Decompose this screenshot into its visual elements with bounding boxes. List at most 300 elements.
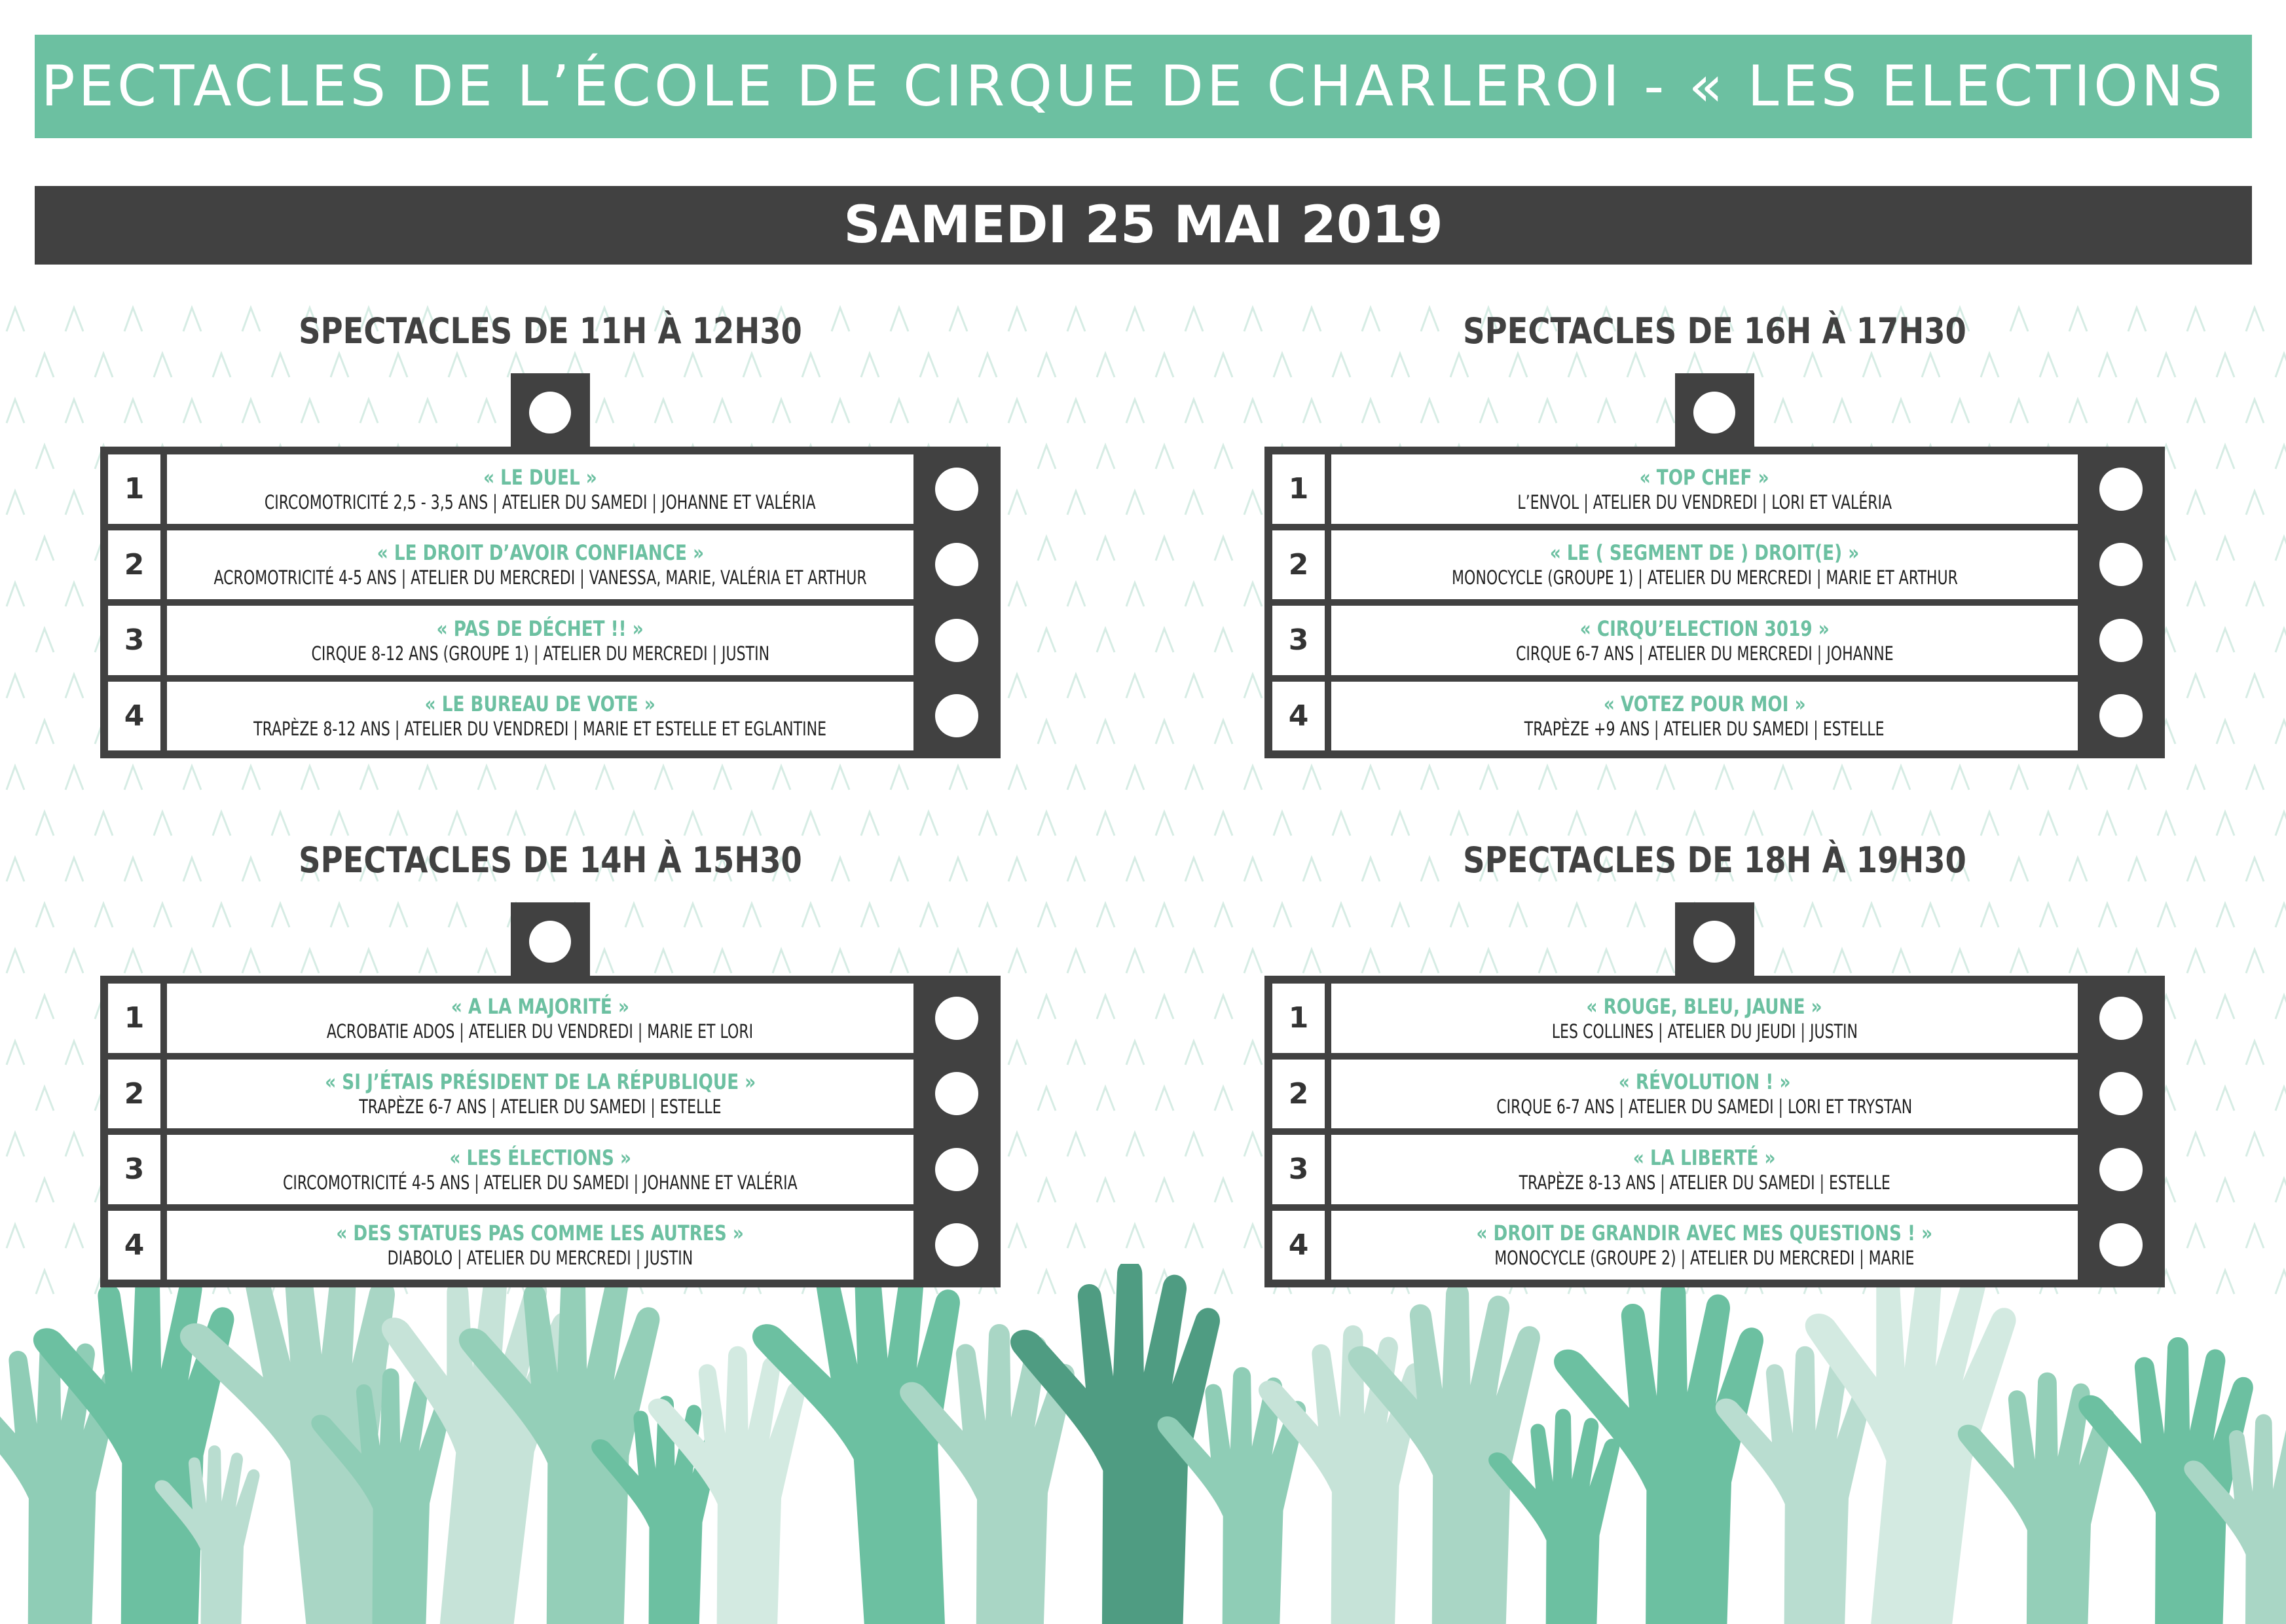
triangle-pattern-icon: [2187, 858, 2205, 881]
block-heading: SPECTACLES DE 18H À 19H30: [1463, 839, 1966, 881]
triangle-pattern-icon: [2128, 766, 2146, 790]
triangle-pattern-icon: [1067, 308, 1085, 331]
triangle-pattern-icon: [1067, 858, 1085, 881]
triangle-pattern-icon: [65, 491, 83, 515]
triangle-pattern-icon: [2246, 308, 2264, 331]
triangle-pattern-icon: [2246, 1225, 2264, 1248]
triangle-pattern-icon: [7, 1133, 24, 1156]
triangle-pattern-icon: [1215, 1087, 1232, 1111]
triangle-pattern-icon: [537, 766, 555, 790]
triangle-pattern-icon: [1244, 1041, 1262, 1065]
show-details: TRAPÈZE +9 ANS | ATELIER DU SAMEDI | ESTELLE: [1524, 718, 1885, 741]
triangle-pattern-icon: [891, 766, 908, 790]
show-details: CIRQUE 6-7 ANS | ATELIER DU MERCREDI | JOHANNE: [1515, 642, 1894, 665]
ballot-row: [108, 530, 993, 600]
show-details: LES COLLINES | ATELIER DU JEUDI | JUSTIN: [1551, 1020, 1858, 1043]
vote-circle: [2099, 997, 2143, 1040]
triangle-pattern-icon: [1067, 766, 1085, 790]
triangle-pattern-icon: [1244, 950, 1262, 973]
show-details: TRAPÈZE 8-13 ANS | ATELIER DU SAMEDI | ESTELLE: [1519, 1171, 1890, 1194]
vote-circle: [2099, 543, 2143, 586]
triangle-pattern-icon: [1067, 1041, 1085, 1065]
vote-circle-cell: [920, 530, 993, 600]
triangle-pattern-icon: [1716, 766, 1733, 790]
triangle-pattern-icon: [65, 674, 83, 698]
schedule-block-14h: [100, 830, 1001, 1289]
triangle-pattern-icon: [1775, 766, 1792, 790]
triangle-pattern-icon: [65, 766, 83, 790]
ballot-box-slot: [1675, 373, 1754, 451]
triangle-pattern-icon: [1215, 995, 1232, 1019]
row-number: 4: [108, 682, 160, 751]
triangle-pattern-icon: [2246, 399, 2264, 423]
ballot-row: [1272, 984, 2157, 1053]
vote-circle-cell: [2084, 530, 2157, 600]
vote-circle: [2099, 1223, 2143, 1266]
schedule-block-18h: [1264, 830, 2165, 1289]
triangle-pattern-icon: [1156, 904, 1173, 927]
ballot-sheet: [1264, 976, 2165, 1287]
triangle-pattern-icon: [1215, 812, 1232, 836]
triangle-pattern-icon: [1598, 766, 1615, 790]
show-title: « LE BUREAU DE VOTE »: [424, 692, 656, 717]
triangle-pattern-icon: [2246, 583, 2264, 606]
triangle-pattern-icon: [183, 766, 201, 790]
row-number: 3: [108, 1135, 160, 1204]
triangle-pattern-icon: [1156, 354, 1173, 377]
triangle-pattern-icon: [1244, 858, 1262, 881]
triangle-pattern-icon: [7, 766, 24, 790]
triangle-pattern-icon: [1097, 1087, 1115, 1111]
vote-circle: [935, 543, 978, 586]
triangle-pattern-icon: [65, 858, 83, 881]
triangle-pattern-icon: [1244, 1133, 1262, 1156]
ballot-row: [108, 682, 993, 751]
triangle-pattern-icon: [1126, 674, 1144, 698]
show-details: CIRQUE 8-12 ANS (GROUPE 1) | ATELIER DU MERCREDI | JUSTIN: [311, 642, 769, 665]
triangle-pattern-icon: [2276, 995, 2286, 1019]
triangle-pattern-icon: [1156, 812, 1173, 836]
triangle-pattern-icon: [1126, 491, 1144, 515]
triangle-pattern-icon: [1185, 674, 1203, 698]
triangle-pattern-icon: [7, 1041, 24, 1065]
triangle-pattern-icon: [1038, 995, 1056, 1019]
triangle-pattern-icon: [36, 354, 54, 377]
triangle-pattern-icon: [1038, 904, 1056, 927]
triangle-pattern-icon: [1185, 491, 1203, 515]
show-details: L’ENVOL | ATELIER DU VENDREDI | LORI ET VALÉRIA: [1517, 490, 1892, 513]
ballot-row: [108, 984, 993, 1053]
triangle-pattern-icon: [2187, 491, 2205, 515]
show-cell: [167, 1211, 913, 1280]
triangle-pattern-icon: [1067, 1225, 1085, 1248]
triangle-pattern-icon: [1185, 399, 1203, 423]
triangle-pattern-icon: [1067, 950, 1085, 973]
triangle-pattern-icon: [1126, 583, 1144, 606]
triangle-pattern-icon: [2187, 950, 2205, 973]
vote-circle: [2099, 1148, 2143, 1191]
ballot-row: [1272, 1060, 2157, 1129]
row-number: 1: [108, 454, 160, 524]
triangle-pattern-icon: [1038, 812, 1056, 836]
triangle-pattern-icon: [2187, 308, 2205, 331]
triangle-pattern-icon: [714, 766, 731, 790]
triangle-pattern-icon: [7, 583, 24, 606]
triangle-pattern-icon: [65, 1225, 83, 1248]
triangle-pattern-icon: [2276, 1179, 2286, 1202]
triangle-pattern-icon: [1038, 1179, 1056, 1202]
row-number: 2: [108, 1060, 160, 1129]
triangle-pattern-icon: [419, 766, 437, 790]
vote-circle: [935, 997, 978, 1040]
hand-icon: [0, 1264, 2286, 1624]
triangle-pattern-icon: [2246, 1041, 2264, 1065]
ballot-row: [108, 454, 993, 524]
show-title: « LA LIBERTÉ »: [1633, 1145, 1776, 1170]
triangle-pattern-icon: [1362, 766, 1380, 790]
triangle-pattern-icon: [65, 950, 83, 973]
triangle-pattern-icon: [2217, 720, 2234, 744]
triangle-pattern-icon: [1097, 904, 1115, 927]
triangle-pattern-icon: [1156, 537, 1173, 561]
triangle-pattern-icon: [1038, 537, 1056, 561]
triangle-pattern-icon: [1067, 583, 1085, 606]
show-details: ACROBATIE ADOS | ATELIER DU VENDREDI | MARIE ET LORI: [327, 1020, 754, 1043]
triangle-pattern-icon: [1126, 766, 1144, 790]
slot-hole: [529, 921, 571, 963]
triangle-pattern-icon: [7, 858, 24, 881]
show-details: MONOCYCLE (GROUPE 1) | ATELIER DU MERCREDI | MARIE ET ARTHUR: [1451, 566, 1958, 589]
vote-circle: [2099, 619, 2143, 662]
triangle-pattern-icon: [2187, 1041, 2205, 1065]
triangle-pattern-icon: [1067, 491, 1085, 515]
show-cell: [1331, 530, 2078, 600]
page-title: SPECTACLES DE L’ÉCOLE DE CIRQUE DE CHARLEROI - « LES ELECTIONS »: [35, 35, 2252, 138]
triangle-pattern-icon: [2276, 1087, 2286, 1111]
show-title: « DES STATUES PAS COMME LES AUTRES »: [336, 1221, 745, 1246]
triangle-pattern-icon: [1156, 995, 1173, 1019]
triangle-pattern-icon: [1156, 629, 1173, 652]
triangle-pattern-icon: [1008, 399, 1026, 423]
show-details: CIRQUE 6-7 ANS | ATELIER DU SAMEDI | LORI ET TRYSTAN: [1496, 1096, 1913, 1118]
ballot-row: [1272, 1135, 2157, 1204]
show-title: « VOTEZ POUR MOI »: [1603, 692, 1806, 717]
vote-circle-cell: [920, 1211, 993, 1280]
triangle-pattern-icon: [1067, 1133, 1085, 1156]
triangle-pattern-icon: [2217, 354, 2234, 377]
show-details: CIRCOMOTRICITÉ 2,5 - 3,5 ANS | ATELIER DU SAMEDI | JOHANNE ET VALÉRIA: [265, 490, 816, 513]
triangle-pattern-icon: [36, 537, 54, 561]
slot-hole: [1693, 392, 1735, 434]
triangle-pattern-icon: [1126, 1133, 1144, 1156]
triangle-pattern-icon: [36, 812, 54, 836]
triangle-pattern-icon: [1215, 537, 1232, 561]
row-number: 1: [1272, 454, 1325, 524]
date-banner: SAMEDI 25 MAI 2019: [35, 186, 2252, 265]
vote-circle: [2099, 468, 2143, 511]
triangle-pattern-icon: [2276, 537, 2286, 561]
slot-hole: [1693, 921, 1735, 963]
show-cell: [167, 530, 913, 600]
triangle-pattern-icon: [1038, 629, 1056, 652]
triangle-pattern-icon: [1244, 308, 1262, 331]
triangle-pattern-icon: [2217, 1087, 2234, 1111]
show-cell: [167, 454, 913, 524]
show-cell: [1331, 454, 2078, 524]
ballot-row: [1272, 682, 2157, 751]
triangle-pattern-icon: [773, 766, 790, 790]
triangle-pattern-icon: [2217, 812, 2234, 836]
triangle-pattern-icon: [1244, 491, 1262, 515]
triangle-pattern-icon: [36, 995, 54, 1019]
triangle-pattern-icon: [1892, 766, 1910, 790]
triangle-pattern-icon: [242, 766, 260, 790]
triangle-pattern-icon: [2187, 1225, 2205, 1248]
triangle-pattern-icon: [1185, 950, 1203, 973]
vote-circle-cell: [920, 682, 993, 751]
triangle-pattern-icon: [2010, 766, 2028, 790]
vote-circle: [935, 619, 978, 662]
vote-circle: [935, 1223, 978, 1266]
triangle-pattern-icon: [1185, 1041, 1203, 1065]
vote-circle-cell: [2084, 682, 2157, 751]
triangle-pattern-icon: [65, 1133, 83, 1156]
vote-circle-cell: [2084, 1060, 2157, 1129]
vote-circle-cell: [2084, 1211, 2157, 1280]
show-title: « LES ÉLECTIONS »: [449, 1145, 631, 1170]
row-number: 1: [1272, 984, 1325, 1053]
ballot-sheet: [1264, 447, 2165, 758]
triangle-pattern-icon: [478, 766, 496, 790]
row-number: 1: [108, 984, 160, 1053]
triangle-pattern-icon: [596, 766, 614, 790]
ballot-row: [1272, 606, 2157, 675]
triangle-pattern-icon: [2187, 766, 2205, 790]
ballot-row: [108, 606, 993, 675]
ballot-sheet: [100, 447, 1001, 758]
ballot-box-slot: [511, 902, 590, 980]
triangle-pattern-icon: [1244, 674, 1262, 698]
vote-circle-cell: [2084, 1135, 2157, 1204]
schedule-block-11h: [100, 301, 1001, 760]
show-title: « PAS DE DÉCHET !! »: [436, 616, 644, 641]
triangle-pattern-icon: [2217, 904, 2234, 927]
triangle-pattern-icon: [1008, 1225, 1026, 1248]
vote-circle-cell: [920, 454, 993, 524]
show-cell: [167, 682, 913, 751]
triangle-pattern-icon: [1008, 858, 1026, 881]
block-heading: SPECTACLES DE 11H À 12H30: [299, 310, 802, 352]
triangle-pattern-icon: [1008, 491, 1026, 515]
triangle-pattern-icon: [1215, 445, 1232, 469]
row-number: 4: [1272, 682, 1325, 751]
triangle-pattern-icon: [1539, 766, 1557, 790]
raised-hands-illustration: [0, 1264, 2286, 1624]
triangle-pattern-icon: [2246, 766, 2264, 790]
show-cell: [1331, 1135, 2078, 1204]
triangle-pattern-icon: [65, 583, 83, 606]
triangle-pattern-icon: [1008, 674, 1026, 698]
triangle-pattern-icon: [1185, 1225, 1203, 1248]
vote-circle: [935, 694, 978, 737]
show-title: « ROUGE, BLEU, JAUNE »: [1586, 993, 1823, 1019]
show-details: TRAPÈZE 8-12 ANS | ATELIER DU VENDREDI | MARIE ET ESTELLE ET EGLANTINE: [253, 718, 827, 741]
triangle-pattern-icon: [1126, 950, 1144, 973]
triangle-pattern-icon: [1067, 399, 1085, 423]
triangle-pattern-icon: [7, 674, 24, 698]
triangle-pattern-icon: [1097, 812, 1115, 836]
triangle-pattern-icon: [2217, 537, 2234, 561]
triangle-pattern-icon: [1008, 766, 1026, 790]
triangle-pattern-icon: [2187, 674, 2205, 698]
triangle-pattern-icon: [1038, 445, 1056, 469]
triangle-pattern-icon: [2187, 583, 2205, 606]
vote-circle-cell: [920, 1060, 993, 1129]
triangle-pattern-icon: [36, 1087, 54, 1111]
triangle-pattern-icon: [1480, 766, 1498, 790]
show-details: DIABOLO | ATELIER DU MERCREDI | JUSTIN: [387, 1247, 693, 1270]
triangle-pattern-icon: [1156, 720, 1173, 744]
show-details: TRAPÈZE 6-7 ANS | ATELIER DU SAMEDI | ESTELLE: [359, 1096, 722, 1118]
triangle-pattern-icon: [65, 308, 83, 331]
triangle-pattern-icon: [1008, 308, 1026, 331]
show-cell: [167, 606, 913, 675]
triangle-pattern-icon: [1244, 1225, 1262, 1248]
triangle-pattern-icon: [36, 720, 54, 744]
triangle-pattern-icon: [2217, 1179, 2234, 1202]
triangle-pattern-icon: [301, 766, 319, 790]
triangle-pattern-icon: [7, 950, 24, 973]
triangle-pattern-icon: [1126, 1225, 1144, 1248]
slot-hole: [529, 392, 571, 434]
show-title: « TOP CHEF »: [1640, 464, 1769, 490]
triangle-pattern-icon: [1215, 629, 1232, 652]
triangle-pattern-icon: [1185, 1133, 1203, 1156]
show-title: « SI J’ÉTAIS PRÉSIDENT DE LA RÉPUBLIQUE »: [324, 1069, 756, 1095]
vote-circle: [2099, 694, 2143, 737]
triangle-pattern-icon: [1834, 766, 1851, 790]
ballot-row: [108, 1211, 993, 1280]
triangle-pattern-icon: [1038, 354, 1056, 377]
triangle-pattern-icon: [1126, 399, 1144, 423]
triangle-pattern-icon: [1097, 537, 1115, 561]
block-heading: SPECTACLES DE 14H À 15H30: [299, 839, 802, 881]
triangle-pattern-icon: [2276, 904, 2286, 927]
triangle-pattern-icon: [124, 766, 142, 790]
show-details: ACROMOTRICITÉ 4-5 ANS | ATELIER DU MERCREDI | VANESSA, MARIE, VALÉRIA ET ARTHUR: [213, 566, 867, 589]
vote-circle-cell: [920, 1135, 993, 1204]
triangle-pattern-icon: [1185, 766, 1203, 790]
triangle-pattern-icon: [2187, 1133, 2205, 1156]
triangle-pattern-icon: [1038, 1087, 1056, 1111]
triangle-pattern-icon: [1008, 1133, 1026, 1156]
row-number: 4: [1272, 1211, 1325, 1280]
triangle-pattern-icon: [1156, 1087, 1173, 1111]
triangle-pattern-icon: [7, 491, 24, 515]
triangle-pattern-icon: [1067, 674, 1085, 698]
triangle-pattern-icon: [1097, 445, 1115, 469]
triangle-pattern-icon: [2217, 629, 2234, 652]
triangle-pattern-icon: [36, 1179, 54, 1202]
vote-circle-cell: [920, 606, 993, 675]
row-number: 2: [1272, 1060, 1325, 1129]
triangle-pattern-icon: [2217, 445, 2234, 469]
ballot-row: [1272, 530, 2157, 600]
show-title: « DROIT DE GRANDIR AVEC MES QUESTIONS ! »: [1476, 1221, 1933, 1246]
block-heading: SPECTACLES DE 16H À 17H30: [1463, 310, 1966, 352]
triangle-pattern-icon: [1097, 354, 1115, 377]
show-title: « CIRQU’ELECTION 3019 »: [1579, 616, 1830, 641]
triangle-pattern-icon: [1657, 766, 1674, 790]
show-cell: [167, 1060, 913, 1129]
triangle-pattern-icon: [1185, 583, 1203, 606]
row-number: 3: [108, 606, 160, 675]
triangle-pattern-icon: [1097, 720, 1115, 744]
triangle-pattern-icon: [2276, 812, 2286, 836]
show-title: « A LA MAJORITÉ »: [451, 993, 630, 1019]
triangle-pattern-icon: [1008, 583, 1026, 606]
vote-circle-cell: [2084, 984, 2157, 1053]
triangle-pattern-icon: [36, 904, 54, 927]
triangle-pattern-icon: [360, 766, 378, 790]
show-cell: [1331, 606, 2078, 675]
ballot-row: [108, 1135, 993, 1204]
vote-circle: [935, 468, 978, 511]
ballot-box-slot: [511, 373, 590, 451]
show-cell: [167, 1135, 913, 1204]
schedule-block-16h: [1264, 301, 2165, 760]
triangle-pattern-icon: [2246, 858, 2264, 881]
triangle-pattern-icon: [1303, 766, 1321, 790]
row-number: 3: [1272, 1135, 1325, 1204]
triangle-pattern-icon: [7, 399, 24, 423]
show-details: CIRCOMOTRICITÉ 4-5 ANS | ATELIER DU SAMEDI | JOHANNE ET VALÉRIA: [283, 1171, 798, 1194]
vote-circle-cell: [920, 984, 993, 1053]
triangle-pattern-icon: [1951, 766, 1969, 790]
triangle-pattern-icon: [1156, 1179, 1173, 1202]
triangle-pattern-icon: [2276, 354, 2286, 377]
triangle-pattern-icon: [36, 445, 54, 469]
triangle-pattern-icon: [2276, 445, 2286, 469]
ballot-row: [1272, 1211, 2157, 1280]
triangle-pattern-icon: [832, 766, 849, 790]
vote-circle: [935, 1148, 978, 1191]
show-cell: [167, 984, 913, 1053]
triangle-pattern-icon: [1244, 583, 1262, 606]
triangle-pattern-icon: [1008, 950, 1026, 973]
triangle-pattern-icon: [2187, 399, 2205, 423]
triangle-pattern-icon: [36, 629, 54, 652]
triangle-pattern-icon: [1126, 858, 1144, 881]
show-cell: [1331, 1060, 2078, 1129]
triangle-pattern-icon: [1215, 720, 1232, 744]
triangle-pattern-icon: [1421, 766, 1439, 790]
vote-circle: [935, 1072, 978, 1115]
triangle-pattern-icon: [2246, 674, 2264, 698]
triangle-pattern-icon: [655, 766, 673, 790]
triangle-pattern-icon: [7, 308, 24, 331]
triangle-pattern-icon: [2276, 720, 2286, 744]
show-title: « RÉVOLUTION ! »: [1618, 1069, 1791, 1095]
row-number: 2: [1272, 530, 1325, 600]
triangle-pattern-icon: [1097, 1179, 1115, 1202]
triangle-pattern-icon: [1126, 1041, 1144, 1065]
triangle-pattern-icon: [2069, 766, 2087, 790]
vote-circle-cell: [2084, 454, 2157, 524]
triangle-pattern-icon: [7, 1225, 24, 1248]
triangle-pattern-icon: [949, 766, 967, 790]
vote-circle: [2099, 1072, 2143, 1115]
